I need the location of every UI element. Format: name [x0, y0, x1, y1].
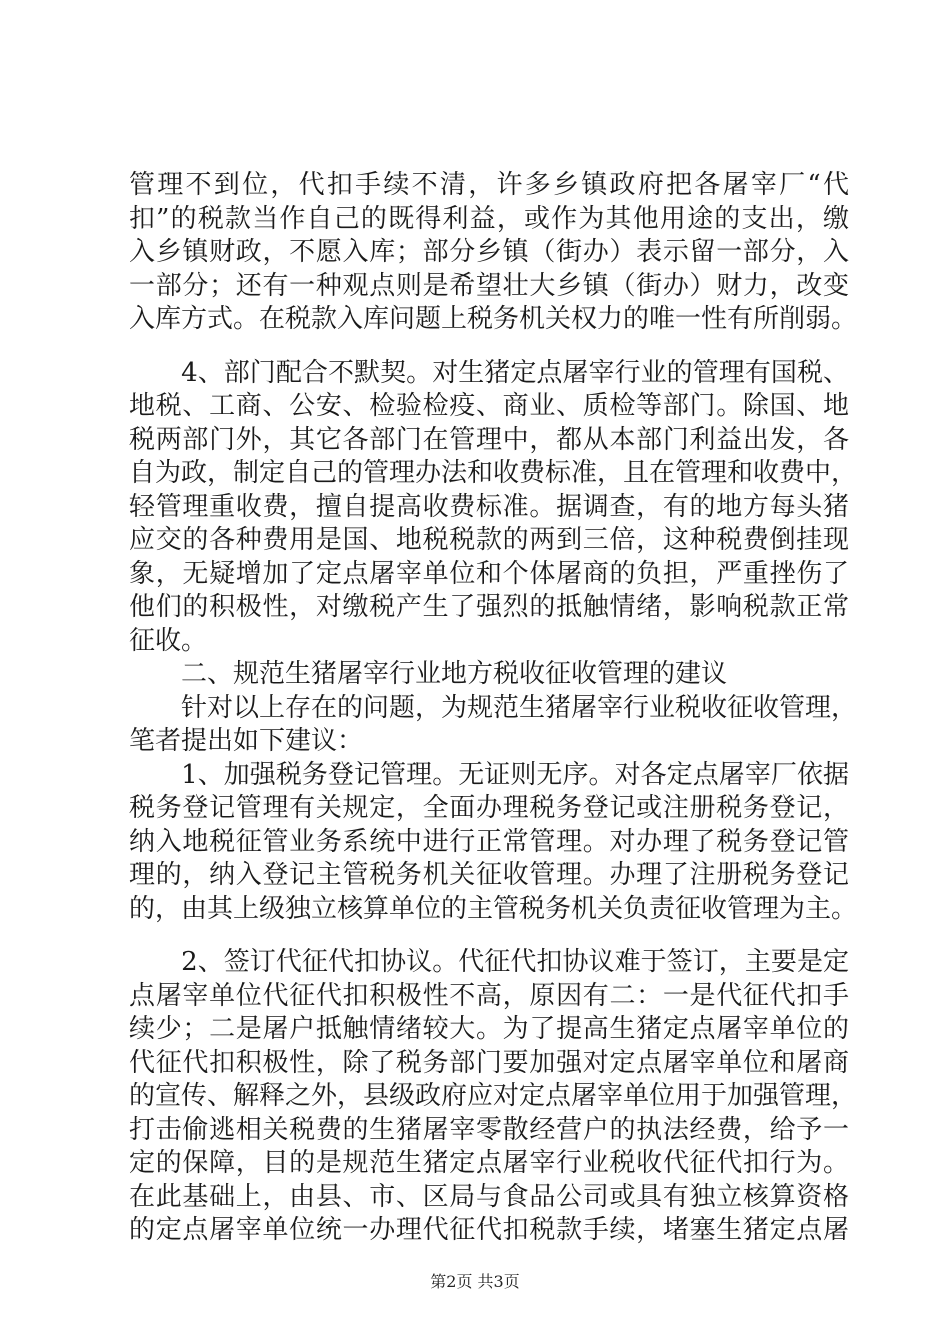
- text-line: 自为政，制定自己的管理办法和收费标准，且在管理和收费中，: [129, 458, 858, 488]
- text-line: 纳入地税征管业务系统中进行正常管理。对办理了税务登记管: [129, 826, 849, 857]
- text-line: 1、加强税务登记管理。无证则无序。对各定点屠宰厂依据: [129, 759, 849, 790]
- text-line: 税两部门外，其它各部门在管理中，都从本部门利益出发，各: [129, 424, 849, 455]
- text-line: 征收。: [129, 625, 208, 656]
- text-line: 扣”的税款当作自己的既得利益，或作为其他用途的支出，缴: [129, 203, 849, 234]
- text-line: 点屠宰单位代征代扣积极性不高，原因有二：一是代征代扣手: [129, 980, 849, 1011]
- text-line: 入乡镇财政，不愿入库；部分乡镇（街办）表示留一部分，入: [129, 237, 849, 267]
- text-line: 打击偷逃相关税费的生猪屠宰零散经营户的执法经费，给予一: [129, 1114, 849, 1145]
- text-line: 4、部门配合不默契。对生猪定点屠宰行业的管理有国税、: [129, 357, 849, 388]
- text-line: 笔者提出如下建议：: [129, 726, 364, 756]
- text-line: 一部分；还有一种观点则是希望壮大乡镇（街办）财力，改变: [129, 270, 849, 301]
- text-line: 2、签订代征代扣协议。代征代扣协议难于签订，主要是定: [129, 947, 849, 977]
- text-line: 定的保障，目的是规范生猪定点屠宰行业税收代征代扣行为。: [129, 1148, 849, 1178]
- text-line: 地税、工商、公安、检验检疫、商业、质检等部门。除国、地: [129, 391, 849, 421]
- text-line: 轻管理重收费，擅自提高收费标准。据调查，有的地方每头猪: [129, 491, 849, 522]
- text-line: 入库方式。在税款入库问题上税务机关权力的唯一性有所削弱。: [129, 304, 858, 334]
- text-line: 的定点屠宰单位统一办理代征代扣税款手续，堵塞生猪定点屠: [129, 1215, 849, 1245]
- section-heading: 二、规范生猪屠宰行业地方税收征收管理的建议: [129, 659, 728, 689]
- page-number-footer: 第2页 共3页: [430, 1272, 520, 1291]
- text-line: 针对以上存在的问题，为规范生猪屠宰行业税收征收管理，: [129, 692, 858, 723]
- text-line: 他们的积极性，对缴税产生了强烈的抵触情绪，影响税款正常: [129, 592, 849, 622]
- text-line: 象，无疑增加了定点屠宰单位和个体屠商的负担，严重挫伤了: [129, 558, 849, 589]
- text-line: 的，由其上级独立核算单位的主管税务机关负责征收管理为主。: [129, 893, 858, 924]
- text-line: 的宣传、解释之外，县级政府应对定点屠宰单位用于加强管理，: [129, 1081, 858, 1111]
- text-line: 续少；二是屠户抵触情绪较大。为了提高生猪定点屠宰单位的: [129, 1014, 849, 1044]
- text-line: 理的，纳入登记主管税务机关征收管理。办理了注册税务登记: [129, 860, 849, 890]
- text-line: 管理不到位，代扣手续不清，许多乡镇政府把各屠宰厂“代: [129, 170, 849, 200]
- text-line: 在此基础上，由县、市、区局与食品公司或具有独立核算资格: [129, 1181, 849, 1212]
- text-line: 代征代扣积极性，除了税务部门要加强对定点屠宰单位和屠商: [129, 1047, 849, 1078]
- text-line: 应交的各种费用是国、地税税款的两到三倍，这种税费倒挂现: [129, 525, 849, 555]
- text-line: 税务登记管理有关规定，全面办理税务登记或注册税务登记，: [129, 793, 849, 823]
